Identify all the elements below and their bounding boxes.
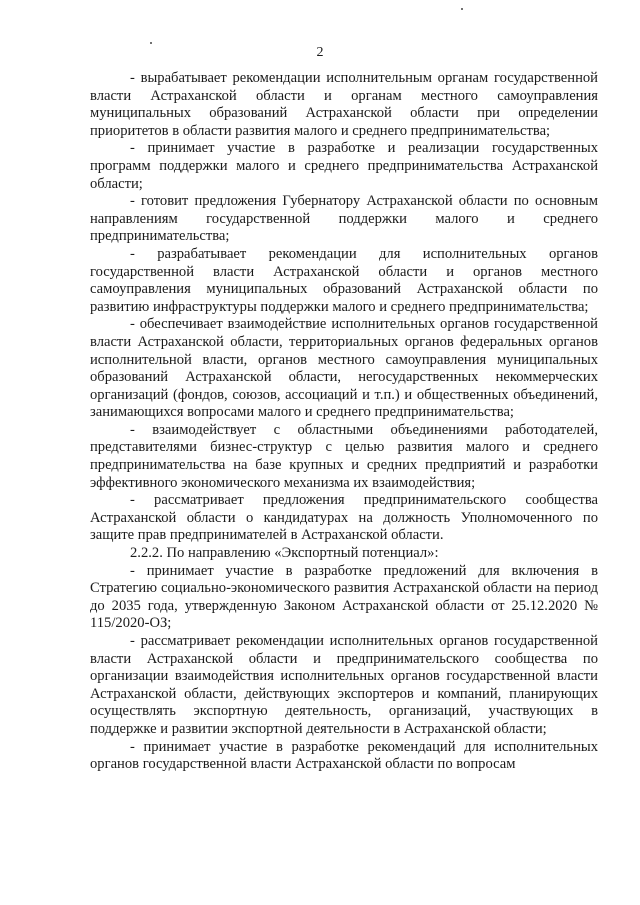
paragraph-exporters-interaction: - рассматривает рекомендации исполнительных органов государственной власти Астраханской области и предпринимательского сообщества по организации взаимодействия исполнительных органов государственной власти Астраханской области, действующих экспортеров и компаний, планирующих осуществлять экспортную деятельность, организаций, участвующих в поддержке и развитии экспортной деятельности в Астраханской области; — [90, 633, 598, 737]
section-heading-export-potential: 2.2.2. По направлению «Экспортный потенциал»: — [130, 545, 439, 562]
paragraph-recommendations-continued: - принимает участие в разработке рекомендаций для исполнительных органов государственной власти Астраханской области по вопросам — [90, 738, 598, 773]
paragraph-infrastructure-recommendations: - разрабатывает рекомендации для исполнительных органов государственной власти Астраханской области и органов местного самоуправления муниципальных образований Астраханской области по развитию инфраструктуры поддержки малого и среднего предпринимательства; — [90, 245, 598, 315]
paragraph-proposals-governor: - готовит предложения Губернатору Астраханской области по основным направлениям государственной поддержки малого и среднего предпринимательства; — [90, 193, 598, 245]
paragraph-ombudsman-candidates: - рассматривает предложения предпринимательского сообщества Астраханской области о кандидатурах на должность Уполномоченного по защите прав предпринимателей в Астраханской области. — [90, 492, 598, 544]
paragraph-state-programs: - принимает участие в разработке и реализации государственных программ поддержки малого и среднего предпринимательства Астраханской области; — [90, 140, 598, 192]
paragraph-employers-interaction: - взаимодействует с областными объединениями работодателей, представителями бизнес-структур с целью развития малого и среднего предпринимательства на базе крупных и средних предприятий и разработки эффективного экономического механизма их взаимодействия; — [90, 421, 598, 491]
paragraph-strategy-proposals: - принимает участие в разработке предложений для включения в Стратегию социально-экономического развития Астраханской области на период до 2035 года, утвержденную Законом Астраханской области от 25.12.2020 № 115/2020-ОЗ; — [90, 562, 598, 632]
paragraph-ensures-interaction: - обеспечивает взаимодействие исполнительных органов государственной власти Астраханской области, территориальных органов федеральных органов исполнительной власти, органов местного самоуправления муниципальных образований Астраханской области, негосударственных некоммерческих организаций (фондов, союзов, ассоциаций и т.п.) и общественных объединений, занимающихся вопросами малого и среднего предпринимательства; — [90, 316, 598, 421]
page-number: 2 — [316, 45, 324, 60]
scan-speck — [461, 8, 463, 10]
paragraph-develops-recommendations: - вырабатывает рекомендации исполнительным органам государственной власти Астраханской области и органам местного самоуправления муниципальных образований Астраханской области при определении приоритетов в области развития малого и среднего предпринимательства; — [90, 70, 598, 139]
document-body — [90, 70, 598, 774]
